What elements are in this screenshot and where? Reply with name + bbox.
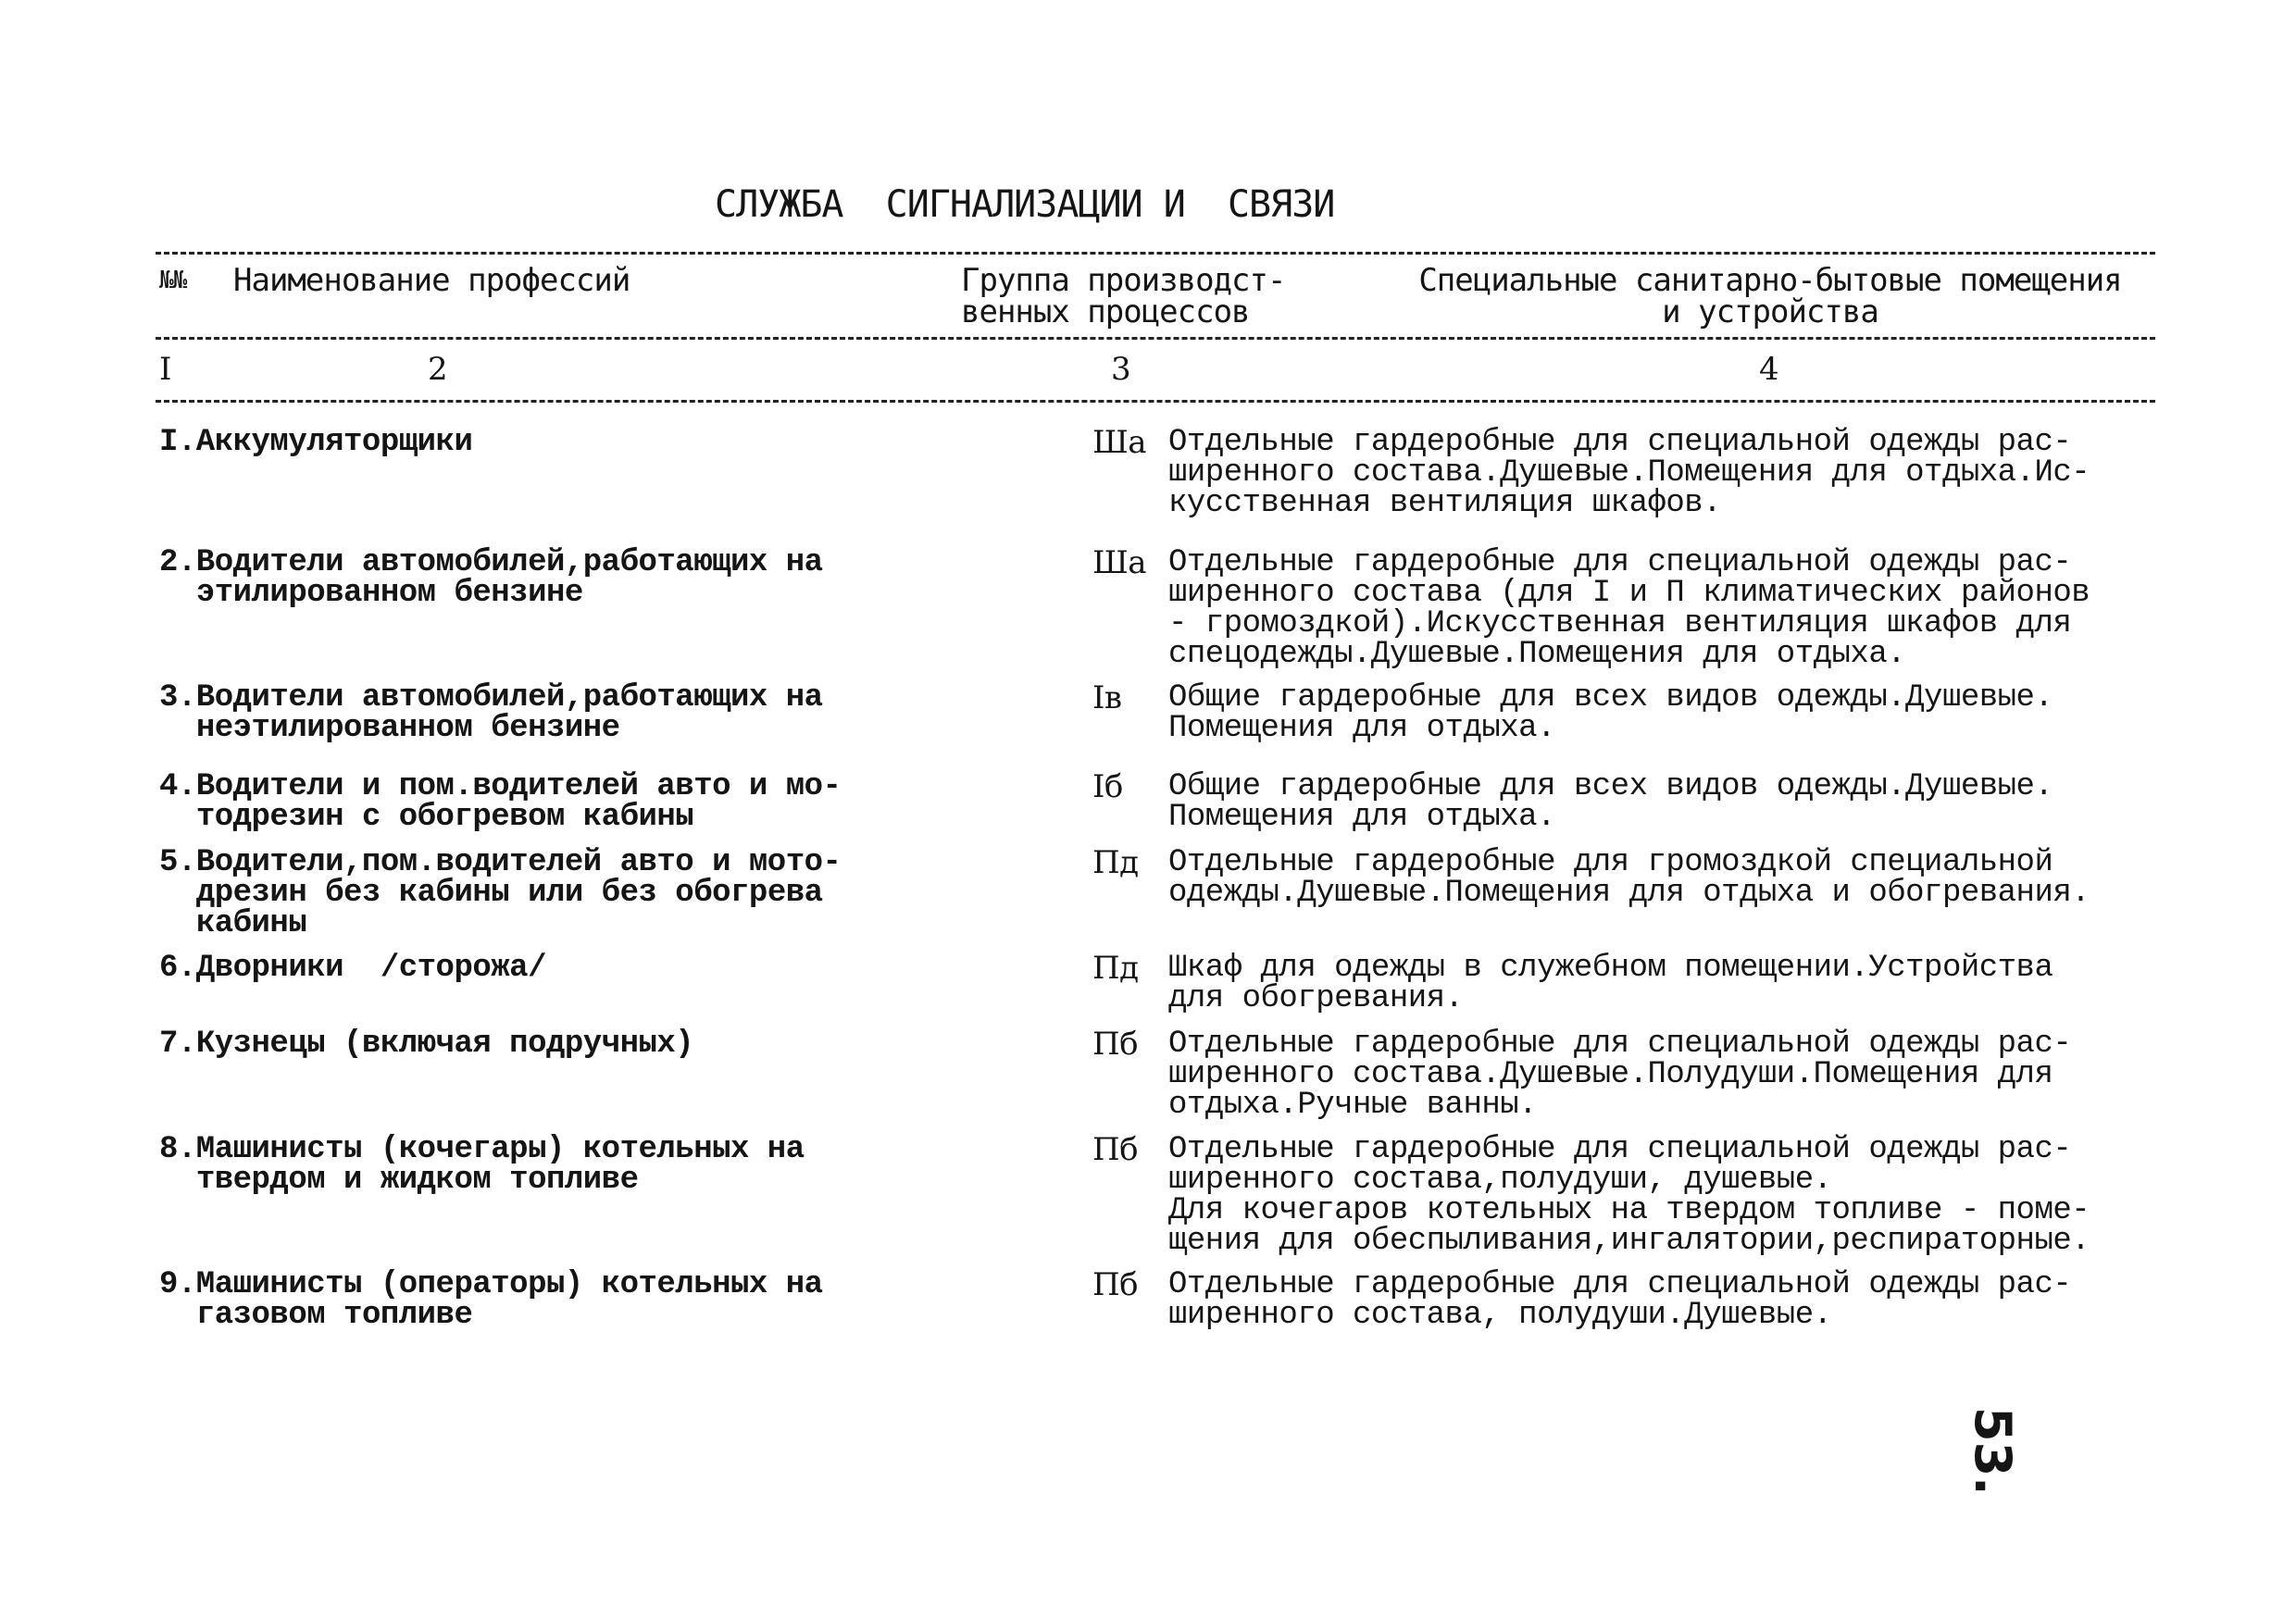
facilities-text: Общие гардеробные для всех видов одежды.Душевые. Помещения для отдыха. — [1168, 769, 2053, 835]
divider-columns — [156, 400, 2155, 403]
profession-name: 3.Водители автомобилей,работающих на неэтилированном бензине — [159, 680, 823, 746]
column-number: I — [159, 351, 172, 388]
profession-name: 4.Водители и пом.водителей авто и мо- тодрезин с обогревом кабины — [159, 769, 842, 835]
profession-name: 2.Водители автомобилей,работающих на этилированном бензине — [159, 545, 823, 611]
facilities-text: Отдельные гардеробные для специальной одежды рас- ширенного состава.Душевые.Помещения для отдыха.Ис- кусственная вентиляция шкафов. — [1168, 425, 2090, 521]
process-group: Пд — [1092, 950, 1139, 987]
process-group: Пб — [1092, 1131, 1139, 1168]
profession-name: 6.Дворники /сторожа/ — [159, 951, 546, 986]
page-title: СЛУЖБА СИГНАЛИЗАЦИИ И СВЯЗИ — [715, 183, 1335, 226]
divider-top — [156, 252, 2155, 255]
process-group: Iв — [1092, 679, 1122, 716]
facilities-text: Отдельные гардеробные для специальной одежды рас- ширенного состава.Душевые.Полудуши.Помещения для отдыха.Ручные ванны. — [1168, 1027, 2072, 1123]
process-group: Пб — [1092, 1026, 1139, 1063]
profession-name: 5.Водители,пом.водителей авто и мото- дрезин без кабины или без обогрева кабины — [159, 845, 842, 941]
header-number-label: №№ — [159, 267, 187, 294]
process-group: Ша — [1092, 424, 1147, 461]
facilities-text: Отдельные гардеробные для специальной одежды рас- ширенного состава (для I и П климатических районов - громоздкой).Искусственная вентиляция шкафов для спецодежды.Душевые.Помещения для отдыха. — [1168, 545, 2090, 672]
profession-name: I.Аккумуляторщики — [159, 425, 473, 460]
facilities-text: Отдельные гардеробные для громоздкой специальной одежды.Душевые.Помещения для отдыха и обогревания. — [1168, 845, 2090, 911]
column-number: 4 — [1759, 351, 1779, 388]
facilities-text: Шкаф для одежды в служебном помещении.Устройства для обогревания. — [1168, 951, 2053, 1016]
facilities-text: Отдельные гардеробные для специальной одежды рас- ширенного состава,полудуши, душевые. Для кочегаров котельных на твердом топливе - поме- щения для обеспыливания,ингалятории,респираторные. — [1168, 1132, 2090, 1259]
facilities-text: Отдельные гардеробные для специальной одежды рас- ширенного состава, полудуши.Душевые. — [1168, 1267, 2072, 1333]
process-group: Ша — [1092, 544, 1147, 581]
column-number: 2 — [428, 351, 448, 388]
facilities-text: Общие гардеробные для всех видов одежды.Душевые. Помещения для отдыха. — [1168, 680, 2053, 746]
process-group: Iб — [1092, 768, 1123, 805]
profession-name: 9.Машинисты (операторы) котельных на газовом топливе — [159, 1267, 823, 1333]
header-group-label: Группа производст- венных процессов — [961, 262, 1286, 330]
header-profession-label: Наименование профессий — [233, 262, 630, 299]
divider-header — [156, 337, 2155, 340]
page-number: 53. — [1964, 1407, 2022, 1496]
profession-name: 8.Машинисты (кочегары) котельных на твердом и жидком топливе — [159, 1132, 805, 1198]
process-group: Пб — [1092, 1266, 1139, 1303]
profession-name: 7.Кузнецы (включая подручных) — [159, 1027, 694, 1062]
column-number: 3 — [1111, 351, 1131, 388]
process-group: Пд — [1092, 844, 1139, 881]
header-facilities-label: Специальные санитарно-бытовые помещения и устройства — [1418, 262, 2122, 330]
